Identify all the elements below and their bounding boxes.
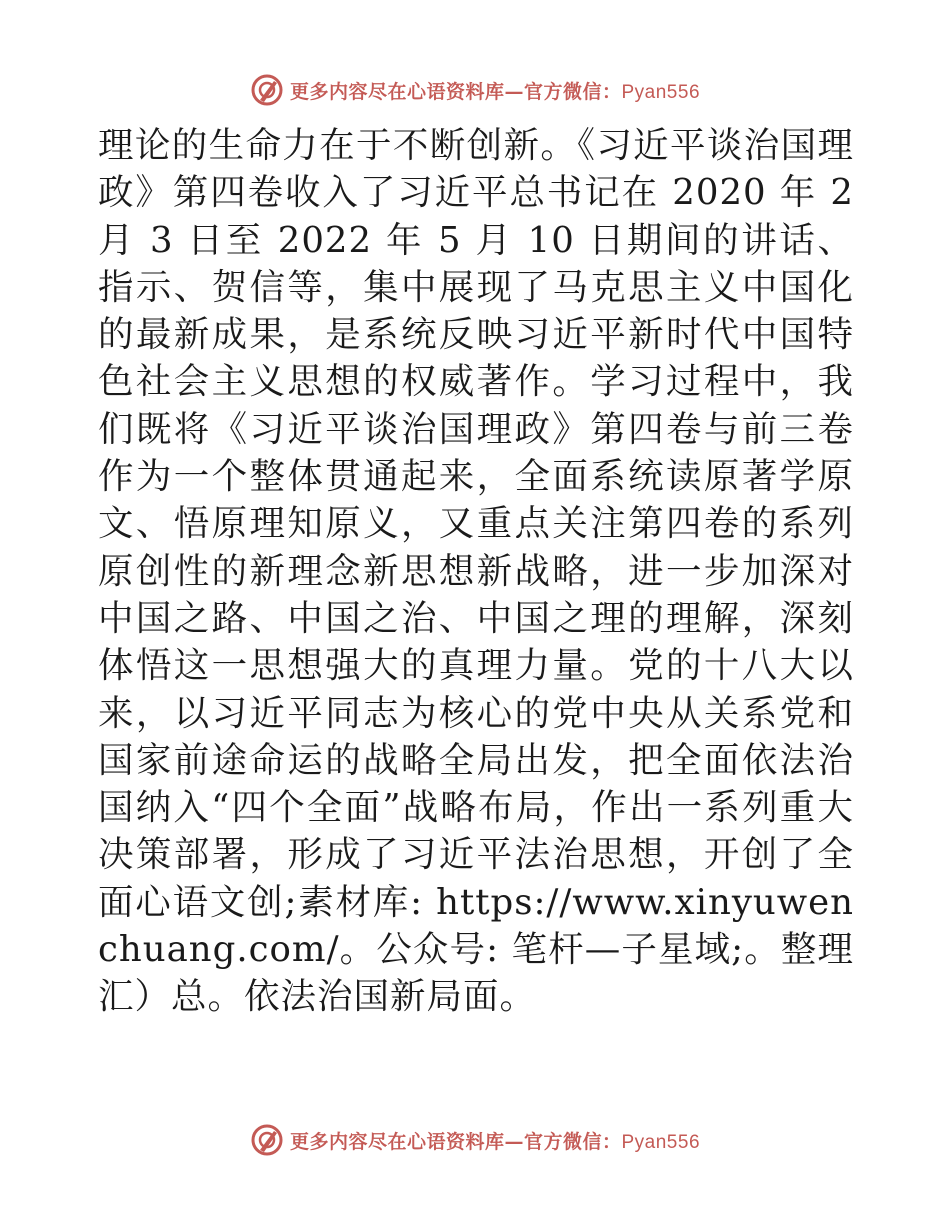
- header-wechat-id: Pyan556: [621, 81, 701, 103]
- header-banner: [0, 70, 950, 110]
- body-paragraph: 理论的生命力在于不断创新。《习近平谈治国理政》第四卷收入了习近平总书记在 2020 年 2 月 3 日至 2022 年 5 月 10 日期间的讲话、指示、贺信等，集中展现了马克思主义中国化的最新成果，是系统反映习近平新时代中国特色社会主义思想的权威著作。学习过程中，我们既将《习近平谈治国理政》第四卷与前三卷作为一个整体贯通起来，全面系统读原著学原文、悟原理知原义，又重点关注第四卷的系列原创性的新理念新思想新战略，进一步加深对中国之路、中国之治、中国之理的理解，深刻体悟这一思想强大的真理力量。党的十八大以来，以习近平同志为核心的党中央从关系党和国家前途命运的战略全局出发，把全面依法治国纳入“四个全面”战略布局，作出一系列重大决策部署，形成了习近平法治思想，开创了全面心语文创;素材库: https://www.xinyuwenchuang.com/。公众号: 笔杆—子星域;。整理汇）总。依法治国新局面。: [98, 125, 854, 1018]
- brand-logo-icon: [250, 73, 284, 107]
- header-banner-text: 更多内容尽在心语资料库—官方微信：Pyan556: [289, 80, 701, 103]
- footer-banner-text: 更多内容尽在心语资料库—官方微信：Pyan556: [289, 1130, 701, 1153]
- footer-banner: [0, 1120, 950, 1160]
- brand-logo-icon: [250, 1123, 284, 1157]
- footer-wechat-id: Pyan556: [621, 1131, 701, 1153]
